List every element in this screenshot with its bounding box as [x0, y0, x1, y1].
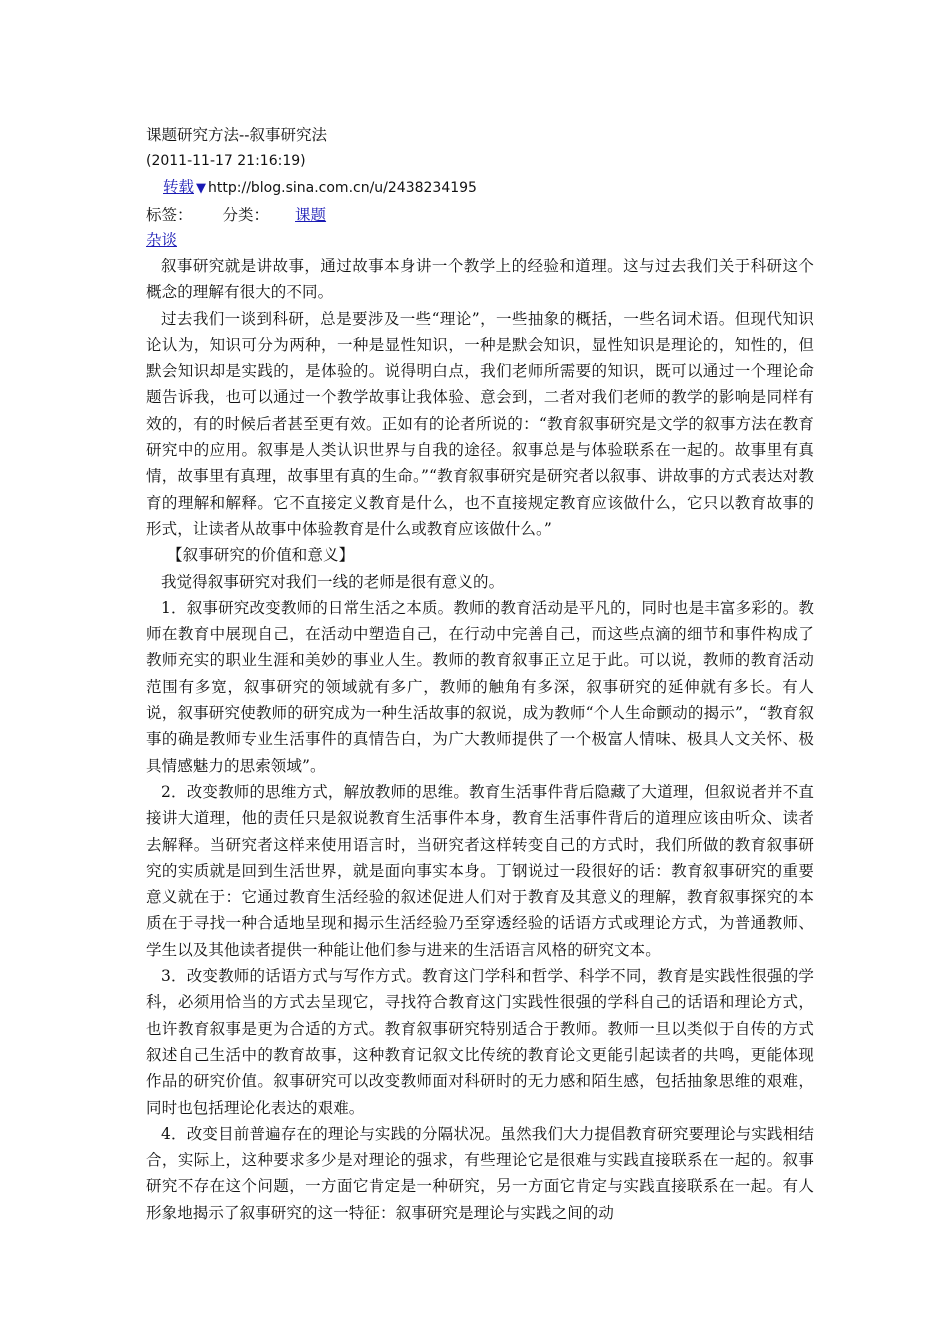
category-label: 分类： — [222, 206, 270, 224]
paragraph-point-2: 2．改变教师的思维方式，解放教师的思维。教育生活事件背后隐藏了大道理，但叙说者并不直接讲大道理，他的责任只是叙说教育生活事件本身，教育生活事件背后的道理应该由听众、读者去解释。当研究者这样来使用语言时，当研究者这样转变自己的方式时，我们所做的教育叙事研究的实质就是回到生活世界，就是面向事实本身。丁钢说过一段很好的话：教育叙事研究的重要意义就在于：它通过教育生活经验的叙述促进人们对于教育及其意义的理解，教育叙事探究的本质在于寻找一种合适地呈现和揭示生活经验乃至穿透经验的话语方式或理论方式，为普通教师、学生以及其他读者提供一种能让他们参与进来的生活语言风格的研究文本。 — [146, 782, 814, 959]
section-heading: 【叙事研究的价值和意义】 — [167, 546, 355, 565]
repost-link[interactable]: 转载 — [163, 178, 195, 196]
paragraph-knowledge: 过去我们一谈到科研，总是要涉及一些“理论”，一些抽象的概括，一些名词术语。但现代知识论认为，知识可分为两种，一种是显性知识，一种是默会知识，显性知识是理论的，知性的，但默会知识却是实践的，是体验的。说得明白点，我们老师所需要的知识，既可以通过一个理论命题告诉我，也可以通过一个教学故事让我体验、意会到，二者对我们老师的教学的影响是同样有效的，有的时候后者甚至更有效。正如有的论者所说的：“教育叙事研究是文学的叙事方法在教育研究中的应用。叙事是人类认识世界与自我的途径。叙事总是与体验联系在一起的。故事里有真情，故事里有真理，故事里有真的生命。”“教育叙事研究是研究者以叙事、讲故事的方式表达对教育的理解和解释。它不直接定义教育是什么，也不直接规定教育应该做什么，它只以教育故事的形式，让读者从故事中体验教育是什么或教育应该做什么。” — [146, 309, 814, 538]
paragraph-point-4: 4．改变目前普遍存在的理论与实践的分隔状况。虽然我们大力提倡教育研究要理论与实践相结合，实际上，这种要求多少是对理论的强求，有些理论它是很难与实践直接联系在一起的。叙事研究不存在这个问题，一方面它肯定是一种研究，另一方面它肯定与实践直接联系在一起。有人形象地揭示了叙事研究的这一特征：叙事研究是理论与实践之间的动 — [146, 1124, 814, 1222]
article-title: 课题研究方法--叙事研究法 — [146, 126, 327, 144]
post-datetime: (2011-11-17 21:16:19) — [146, 153, 306, 169]
article-body — [146, 253, 814, 1226]
repost-line — [146, 174, 814, 202]
dropdown-arrow-icon[interactable]: ▼ — [196, 181, 207, 196]
tags-label: 标签： — [146, 206, 193, 224]
category-row-2 — [146, 228, 814, 253]
tags-row — [146, 202, 814, 228]
category-link-keti[interactable]: 课题 — [295, 206, 327, 224]
paragraph-significance: 我觉得叙事研究对我们一线的老师是很有意义的。 — [161, 572, 505, 591]
paragraph-point-3: 3．改变教师的话语方式与写作方式。教育这门学科和哲学、科学不同，教育是实践性很强的学科，必须用恰当的方式去呈现它，寻找符合教育这门实践性很强的学科自己的话语和理论方式，也许教育叙事是更为合适的方式。教育叙事研究特别适合于教师。教师一旦以类似于自传的方式叙述自己生活中的教育故事，这种教育记叙文比传统的教育论文更能引起读者的共鸣，更能体现作品的研究价值。叙事研究可以改变教师面对科研时的无力感和陌生感，包括抽象思维的艰难，同时也包括理论化表达的艰难。 — [146, 967, 814, 1117]
blog-article — [146, 122, 814, 1226]
paragraph-intro: 叙事研究就是讲故事，通过故事本身讲一个教学上的经验和道理。这与过去我们关于科研这个概念的理解有很大的不同。 — [146, 257, 814, 302]
paragraph-point-1: 1．叙事研究改变教师的日常生活之本质。教师的教育活动是平凡的，同时也是丰富多彩的。教师在教育中展现自己，在活动中塑造自己，在行动中完善自己，而这些点滴的细节和事件构成了教师充实的职业生涯和美妙的事业人生。教师的教育叙事正立足于此。可以说，教师的教育活动范围有多宽，叙事研究的领域就有多广，教师的触角有多深，叙事研究的延伸就有多长。有人说，叙事研究使教师的研究成为一种生活故事的叙说，成为教师“个人生命颤动的揭示”，“教育叙事的确是教师专业生活事件的真情告白，为广大教师提供了一个极富人情味、极具人文关怀、极具情感魅力的思索领域”。 — [146, 598, 814, 775]
category-link-zatan[interactable]: 杂谈 — [146, 231, 178, 249]
source-url: http://blog.sina.com.cn/u/2438234195 — [208, 180, 477, 196]
